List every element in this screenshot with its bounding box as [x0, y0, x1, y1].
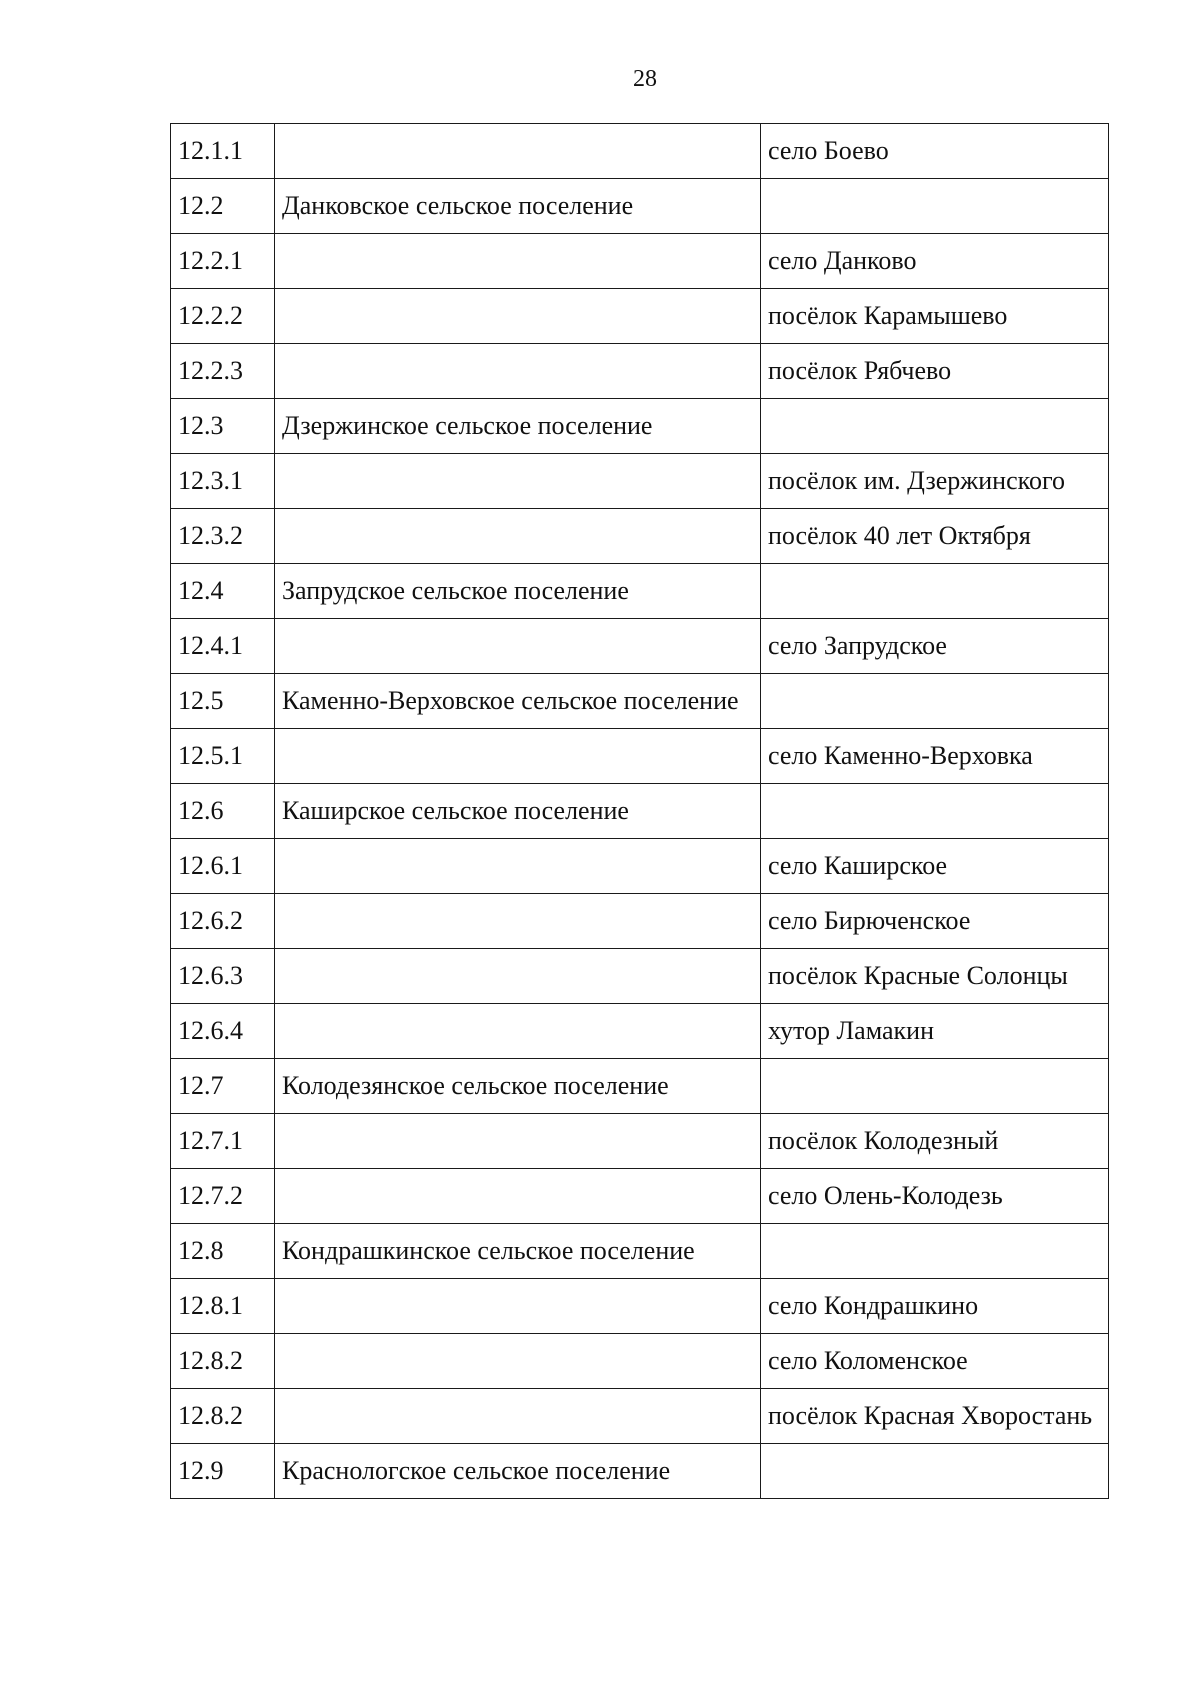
- municipality-cell: Каменно-Верховское сельское поселение: [275, 674, 761, 729]
- municipality-cell: Каширское сельское поселение: [275, 784, 761, 839]
- row-number-cell: 12.7.2: [171, 1169, 275, 1224]
- municipality-cell: [275, 729, 761, 784]
- table-row: [171, 509, 1109, 564]
- locality-cell: [761, 674, 1109, 729]
- settlements-table-body: [171, 124, 1109, 1499]
- row-number-cell: 12.2.3: [171, 344, 275, 399]
- municipality-cell: [275, 1334, 761, 1389]
- locality-cell: посёлок 40 лет Октября: [761, 509, 1109, 564]
- municipality-cell: Запрудское сельское поселение: [275, 564, 761, 619]
- municipality-cell: [275, 289, 761, 344]
- municipality-cell: [275, 1114, 761, 1169]
- row-number-cell: 12.3.2: [171, 509, 275, 564]
- municipality-cell: Колодезянское сельское поселение: [275, 1059, 761, 1114]
- locality-cell: село Коломенское: [761, 1334, 1109, 1389]
- table-row: [171, 454, 1109, 509]
- municipality-cell: [275, 619, 761, 674]
- municipality-cell: Краснологское сельское поселение: [275, 1444, 761, 1499]
- table-row: [171, 399, 1109, 454]
- locality-cell: село Запрудское: [761, 619, 1109, 674]
- table-row: [171, 1444, 1109, 1499]
- table-row: [171, 1114, 1109, 1169]
- row-number-cell: 12.5.1: [171, 729, 275, 784]
- row-number-cell: 12.3.1: [171, 454, 275, 509]
- locality-cell: посёлок им. Дзержинского: [761, 454, 1109, 509]
- table-row: [171, 1059, 1109, 1114]
- locality-cell: посёлок Карамышево: [761, 289, 1109, 344]
- row-number-cell: 12.6.3: [171, 949, 275, 1004]
- table-row: [171, 179, 1109, 234]
- table-row: [171, 894, 1109, 949]
- locality-cell: [761, 784, 1109, 839]
- table-row: [171, 1334, 1109, 1389]
- settlements-table: [170, 123, 1109, 1499]
- municipality-cell: [275, 1169, 761, 1224]
- row-number-cell: 12.6.1: [171, 839, 275, 894]
- locality-cell: посёлок Колодезный: [761, 1114, 1109, 1169]
- table-row: [171, 234, 1109, 289]
- locality-cell: [761, 399, 1109, 454]
- row-number-cell: 12.6.2: [171, 894, 275, 949]
- table-row: [171, 729, 1109, 784]
- municipality-cell: [275, 839, 761, 894]
- page-number: 28: [633, 66, 657, 92]
- municipality-cell: Данковское сельское поселение: [275, 179, 761, 234]
- locality-cell: посёлок Красные Солонцы: [761, 949, 1109, 1004]
- row-number-cell: 12.4: [171, 564, 275, 619]
- row-number-cell: 12.9: [171, 1444, 275, 1499]
- locality-cell: [761, 179, 1109, 234]
- row-number-cell: 12.3: [171, 399, 275, 454]
- table-row: [171, 1169, 1109, 1224]
- row-number-cell: 12.7: [171, 1059, 275, 1114]
- municipality-cell: [275, 1004, 761, 1059]
- municipality-cell: [275, 344, 761, 399]
- municipality-cell: [275, 1279, 761, 1334]
- row-number-cell: 12.2.1: [171, 234, 275, 289]
- municipality-cell: [275, 454, 761, 509]
- row-number-cell: 12.1.1: [171, 124, 275, 179]
- municipality-cell: [275, 234, 761, 289]
- row-number-cell: 12.6: [171, 784, 275, 839]
- table-row: [171, 674, 1109, 729]
- municipality-cell: Кондрашкинское сельское поселение: [275, 1224, 761, 1279]
- table-row: [171, 619, 1109, 674]
- table-row: [171, 784, 1109, 839]
- table-row: [171, 1389, 1109, 1444]
- locality-cell: село Бирюченское: [761, 894, 1109, 949]
- row-number-cell: 12.8: [171, 1224, 275, 1279]
- table-row: [171, 1279, 1109, 1334]
- locality-cell: село Кондрашкино: [761, 1279, 1109, 1334]
- row-number-cell: 12.5: [171, 674, 275, 729]
- municipality-cell: [275, 124, 761, 179]
- municipality-cell: [275, 1389, 761, 1444]
- row-number-cell: 12.6.4: [171, 1004, 275, 1059]
- municipality-cell: [275, 509, 761, 564]
- row-number-cell: 12.8.2: [171, 1334, 275, 1389]
- table-row: [171, 289, 1109, 344]
- row-number-cell: 12.4.1: [171, 619, 275, 674]
- locality-cell: посёлок Рябчево: [761, 344, 1109, 399]
- row-number-cell: 12.8.1: [171, 1279, 275, 1334]
- locality-cell: [761, 1444, 1109, 1499]
- row-number-cell: 12.8.2: [171, 1389, 275, 1444]
- locality-cell: село Данково: [761, 234, 1109, 289]
- row-number-cell: 12.2: [171, 179, 275, 234]
- locality-cell: село Олень-Колодезь: [761, 1169, 1109, 1224]
- municipality-cell: Дзержинское сельское поселение: [275, 399, 761, 454]
- locality-cell: [761, 564, 1109, 619]
- locality-cell: хутор Ламакин: [761, 1004, 1109, 1059]
- locality-cell: село Боево: [761, 124, 1109, 179]
- table-row: [171, 344, 1109, 399]
- locality-cell: село Каменно-Верховка: [761, 729, 1109, 784]
- row-number-cell: 12.7.1: [171, 1114, 275, 1169]
- table-row: [171, 949, 1109, 1004]
- locality-cell: село Каширское: [761, 839, 1109, 894]
- locality-cell: [761, 1224, 1109, 1279]
- municipality-cell: [275, 894, 761, 949]
- municipality-cell: [275, 949, 761, 1004]
- table-row: [171, 1004, 1109, 1059]
- locality-cell: посёлок Красная Хворостань: [761, 1389, 1109, 1444]
- table-row: [171, 564, 1109, 619]
- table-row: [171, 124, 1109, 179]
- table-row: [171, 1224, 1109, 1279]
- row-number-cell: 12.2.2: [171, 289, 275, 344]
- locality-cell: [761, 1059, 1109, 1114]
- table-row: [171, 839, 1109, 894]
